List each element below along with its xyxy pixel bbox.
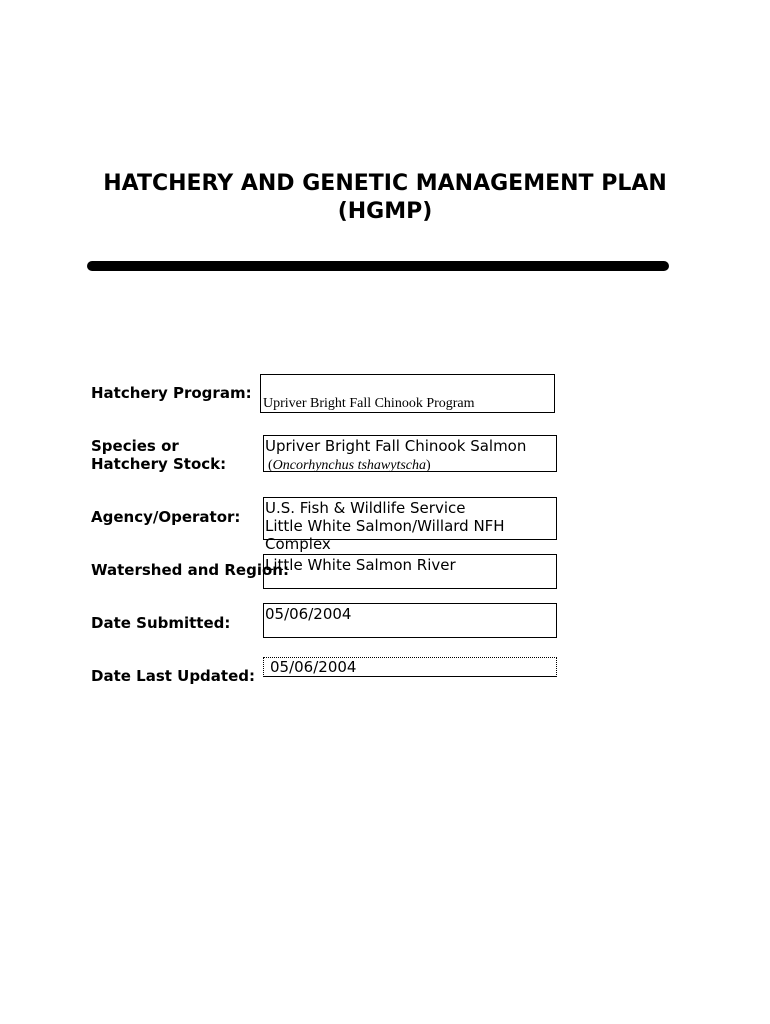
species-common-name: Upriver Bright Fall Chinook Salmon — [265, 437, 527, 455]
species-paren-open: ( — [268, 458, 273, 473]
species-scientific-line — [268, 455, 431, 475]
document-title — [0, 170, 770, 226]
agency-line-3: Complex — [265, 535, 331, 553]
watershed-value: Little White Salmon River — [265, 556, 456, 574]
date-submitted-field[interactable] — [263, 603, 557, 638]
title-divider-rule — [87, 261, 669, 271]
title-line-1: HATCHERY AND GENETIC MANAGEMENT PLAN — [103, 171, 667, 196]
hatchery-program-label: Hatchery Program: — [91, 384, 252, 402]
agency-line-1: U.S. Fish & Wildlife Service — [265, 499, 466, 517]
date-submitted-value: 05/06/2004 — [265, 605, 352, 623]
agency-field[interactable] — [263, 497, 557, 553]
species-field[interactable] — [263, 435, 557, 472]
date-updated-value: 05/06/2004 — [270, 658, 357, 676]
title-line-2: (HGMP) — [337, 199, 433, 224]
species-label — [91, 437, 226, 473]
watershed-field[interactable] — [263, 554, 557, 589]
agency-line-2: Little White Salmon/Willard NFH — [265, 517, 505, 535]
watershed-label: Watershed and Region: — [91, 561, 289, 579]
date-updated-label: Date Last Updated: — [91, 667, 255, 685]
date-updated-field[interactable] — [263, 657, 557, 677]
date-submitted-label: Date Submitted: — [91, 614, 231, 632]
species-scientific-name: Oncorhynchus tshawytscha — [272, 458, 427, 473]
hatchery-program-field[interactable] — [260, 374, 555, 413]
species-paren-close: ) — [426, 458, 431, 473]
species-label-line-1: Species or — [91, 437, 179, 455]
species-label-line-2: Hatchery Stock: — [91, 455, 227, 473]
hatchery-program-value: Upriver Bright Fall Chinook Program — [263, 396, 475, 411]
agency-label: Agency/Operator: — [91, 508, 241, 526]
